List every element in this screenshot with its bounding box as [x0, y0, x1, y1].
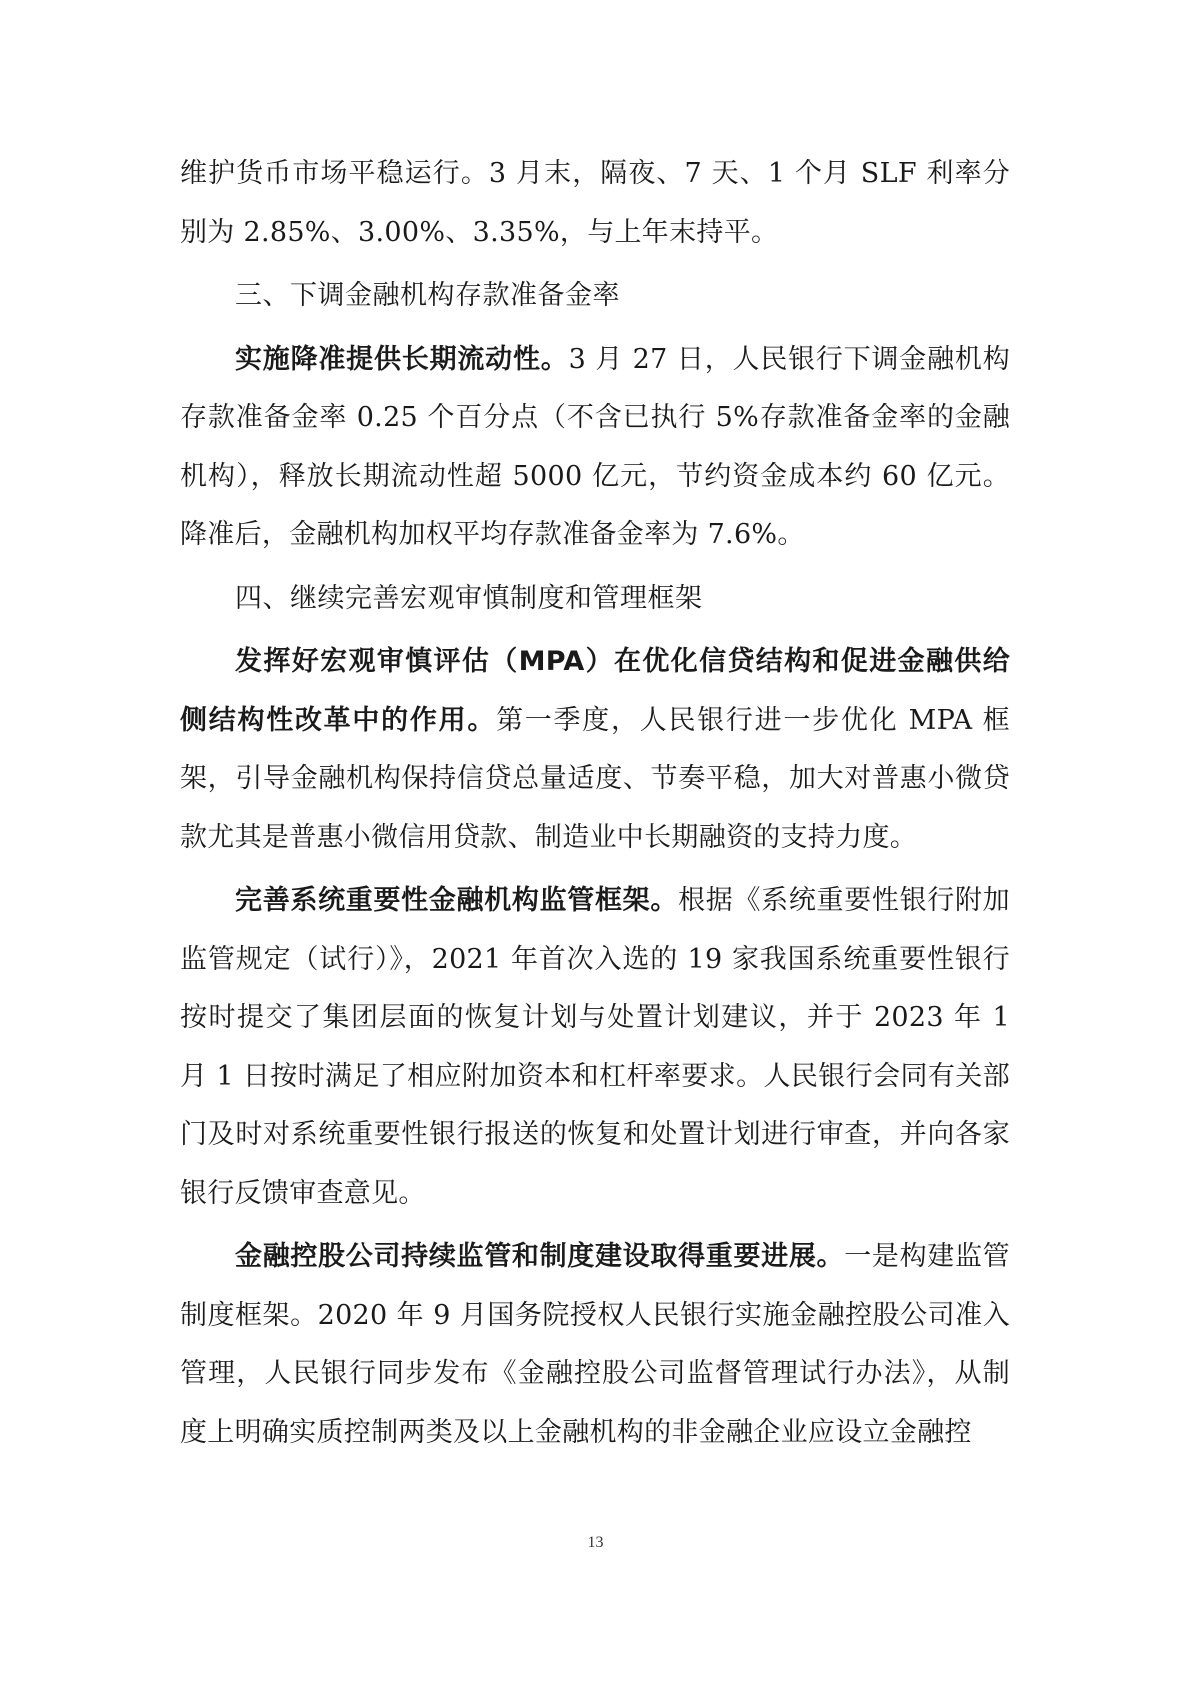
section-heading-3: 三、下调金融机构存款准备金率: [235, 280, 620, 311]
paragraph-lead: 金融控股公司持续监管和制度建设取得重要进展。: [235, 1241, 845, 1272]
body-text: [180, 145, 1010, 1462]
paragraph-text: 一是构建监管制度框架。2020 年 9 月国务院授权人民银行实施金融控股公司准入管理，人民银行同步发布《金融控股公司监督管理试行办法》，从制度上明确实质控制两类及以上金融机构的非金融企业应设立金融控: [180, 1241, 1010, 1448]
paragraph-lead: 发挥好宏观审慎评估（MPA）在优化信贷结构和促进金融供给侧结构性改革中的作用。: [180, 646, 1010, 736]
paragraph-fhc: [180, 1228, 1010, 1462]
paragraph-lead: 完善系统重要性金融机构监管框架。: [235, 885, 679, 916]
paragraph-text: 第一季度，人民银行进一步优化 MPA 框架，引导金融机构保持信贷总量适度、节奏平稳，加大对普惠小微贷款尤其是普惠小微信用贷款、制造业中长期融资的支持力度。: [180, 704, 1010, 853]
paragraph-text: 维护货币市场平稳运行。3 月末，隔夜、7 天、1 个月 SLF 利率分别为 2.85%、3.00%、3.35%，与上年末持平。: [180, 158, 1010, 248]
paragraph-slf-rates: [180, 145, 1010, 262]
paragraph-lead: 实施降准提供长期流动性。: [235, 343, 569, 375]
section-heading-4: 四、继续完善宏观审慎制度和管理框架: [235, 582, 703, 614]
paragraph-mpa: [180, 633, 1010, 867]
paragraph-text: 3 月 27 日，人民银行下调金融机构存款准备金率 0.25 个百分点（不含已执行 5%存款准备金率的金融机构），释放长期流动性超 5000 亿元，节约资金成本约 60 亿元。降准后，金融机构加权平均存款准备金率为 7.6%。: [180, 343, 1010, 550]
page-number: 13: [587, 1534, 604, 1551]
paragraph-text: 根据《系统重要性银行附加监管规定（试行）》，2021 年首次入选的 19 家我国系统重要性银行按时提交了集团层面的恢复计划与处置计划建议，并于 2023 年 1 月 1 日按时满足了相应附加资本和杠杆率要求。人民银行会同有关部门及时对系统重要性银行报送的恢复和处置计划进行审查，并向各家银行反馈审查意见。: [180, 885, 1010, 1209]
paragraph-sifi: [180, 872, 1010, 1223]
paragraph-rrr-cut: [180, 331, 1010, 565]
